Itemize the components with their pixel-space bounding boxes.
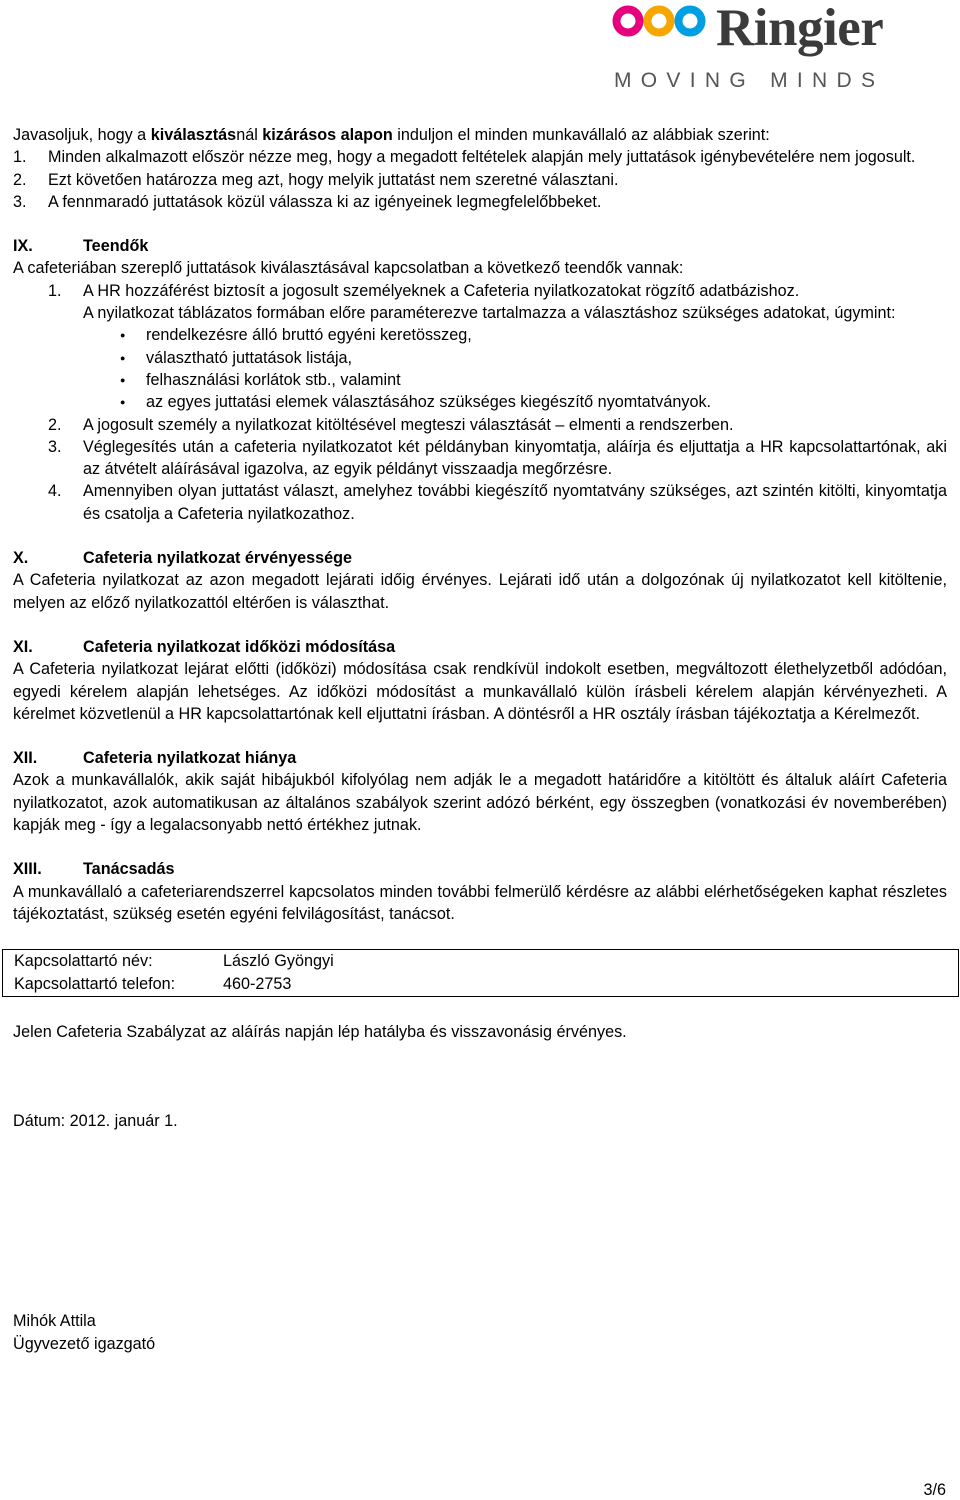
logo-circles-icon [612, 2, 716, 52]
contact-phone-value: 460-2753 [223, 974, 292, 993]
section-x-body: A Cafeteria nyilatkozat az azon megadott lejárati időig érvényes. Lejárati idő után a dolgozónak új nyilatkozatot kell kitöltenie, melyen az előző nyilatkozattól eltérően is választhat. [13, 571, 947, 612]
signer-title: Ügyvezető igazgató [13, 1334, 156, 1353]
list-item: 2. A jogosult személy a nyilatkozat kitöltésével megteszi választását – elmenti a rendszerben. [48, 415, 734, 434]
contact-box [2, 949, 959, 997]
intro-paragraph: Javasoljuk, hogy a kiválasztásnál kizárásos alapon induljon el minden munkavállaló az alábbiak szerint: [13, 126, 770, 144]
section-heading-xiii: XIII. Tanácsadás [13, 860, 175, 879]
effective-statement: Jelen Cafeteria Szabályzat az aláírás napján lép hatályba és visszavonásig érvényes. [13, 1022, 627, 1041]
bullet-item: ● rendelkezésre álló bruttó egyéni keretösszeg, [13, 324, 947, 346]
logo-tagline: MOVING MINDS [614, 69, 885, 92]
contact-name-row [3, 950, 958, 972]
section-ix-lead: A cafeteriában szereplő juttatások kiválasztásával kapcsolatban a következő teendők vannak: [13, 259, 684, 278]
bullet-list [13, 324, 947, 413]
document-date: Dátum: 2012. január 1. [13, 1112, 178, 1131]
section-heading-ix: IX. Teendők [13, 237, 149, 256]
document-body [13, 124, 947, 1355]
list-item: 3. Véglegesítés után a cafeteria nyilatkozatot két példányban kinyomtatja, aláírja és eljuttatja a HR kapcsolattartónak, aki az átvételt aláírásával igazolva, az egyik példányt visszaadja megőrzésre. [48, 437, 947, 479]
section-heading-xii: XII. Cafeteria nyilatkozat hiánya [13, 749, 297, 768]
bullet-item: ● választható juttatások listája, [13, 347, 947, 369]
section-xiii-body: A munkavállaló a cafeteriarendszerrel kapcsolatos minden további felmerülő kérdésre az alábbi elérhetőségeken kaphat részletes tájékoztatást, szükség esetén egyéni felvilágosítást, tanácsot. [13, 882, 947, 923]
ringier-logo [612, 2, 942, 97]
bullet-item: ● felhasználási korlátok stb., valamint [13, 369, 947, 391]
intro-step: 2. Ezt követően határozza meg azt, hogy melyik juttatást nem szeretné választani. [13, 170, 619, 189]
page-number: 3/6 [923, 1481, 946, 1499]
section-xii-body: Azok a munkavállalók, akik saját hibájukból kifolyólag nem adják le a megadott határidőre a kitöltött és általuk aláírt Cafeteria nyilatkozatot, azok automatikusan az általános szabályok szerint adózó bérként, egy összegben (vonatkozási év novemberében) kapják meg - így a legalacsonyabb nettó értékhez jutnak. [13, 771, 947, 835]
contact-name-label: Kapcsolattartó név: [14, 952, 153, 971]
logo-brand: Ringier [716, 0, 884, 57]
section-heading-xi: XI. Cafeteria nyilatkozat időközi módosítása [13, 637, 396, 656]
section-heading-x: X. Cafeteria nyilatkozat érvényessége [13, 549, 353, 568]
intro-step: 3. A fennmaradó juttatások közül válassza ki az igényeinek legmegfelelőbbeket. [13, 192, 602, 211]
list-item: 1. A HR hozzáférést biztosít a jogosult személyeknek a Cafeteria nyilatkozatokat rögzítő adatbázishoz. A nyilatkozat táblázatos formában előre paraméterezve tartalmazza a választáshoz szükséges adatokat, úgymint: [48, 281, 896, 323]
contact-name-value: László Gyöngyi [223, 952, 334, 971]
section-xi-body: A Cafeteria nyilatkozat lejárat előtti (időközi) módosítása csak rendkívül indokolt esetben, megváltozott élethelyzetből adódóan, egyedi kérelem alapján lehetséges. Az időközi módosítást a munkavállaló külön írásbeli kérelem alapján kérvényezheti. A kérelmet közvetlenül a HR kapcsolattartónak kell eljuttatni írásban. A döntésről a HR osztály írásban tájékoztatja a Kérelmezőt. [13, 660, 947, 723]
section-ix-list [13, 280, 947, 525]
bullet-item: ● az egyes juttatási elemek választásához szükséges kiegészítő nyomtatványok. [13, 391, 947, 413]
list-item: 4. Amennyiben olyan juttatást választ, amelyhez további kiegészítő nyomtatvány szükséges, azt szintén kitölti, kinyomtatja és csatolja a Cafeteria nyilatkozathoz. [48, 482, 947, 523]
intro-step: 1. Minden alkalmazott először nézze meg, hogy a megadott feltételek alapján mely juttatások igénybevételére nem jogosult. [13, 148, 916, 167]
contact-phone-label: Kapcsolattartó telefon: [14, 974, 176, 993]
intro-steps [13, 146, 947, 213]
contact-phone-row [3, 973, 958, 995]
signer-name: Mihók Attila [13, 1312, 96, 1331]
